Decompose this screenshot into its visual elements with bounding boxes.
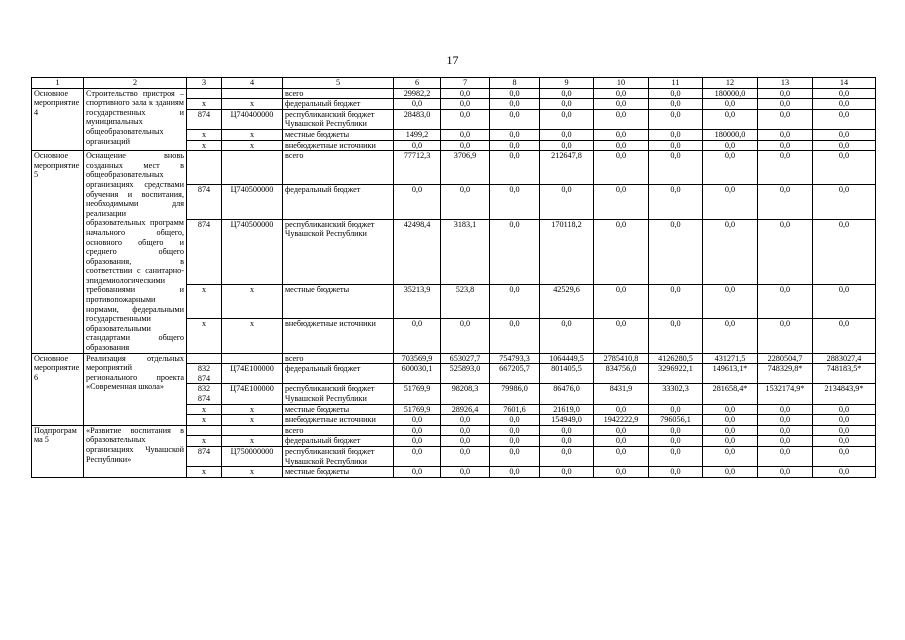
value-cell: 0,0 — [813, 467, 876, 478]
value-cell: 0,0 — [441, 99, 490, 110]
value-cell: 0,0 — [758, 151, 813, 185]
budget-classification-code: Ц750000000 — [222, 446, 283, 466]
table-row — [32, 425, 876, 436]
budget-classification-code: x — [222, 129, 283, 140]
header-cell: 12 — [703, 78, 758, 89]
table-row — [32, 88, 876, 99]
value-cell: 0,0 — [703, 319, 758, 353]
grbs-code: x — [187, 319, 222, 353]
header-cell: 11 — [649, 78, 703, 89]
value-cell: 3706,9 — [441, 151, 490, 185]
value-cell: 0,0 — [490, 319, 540, 353]
value-cell: 0,0 — [703, 425, 758, 436]
value-cell: 0,0 — [540, 425, 594, 436]
measure-name: Основное мероприятие 5 — [32, 151, 84, 353]
funding-source: федеральный бюджет — [283, 436, 394, 447]
value-cell: 98208,3 — [441, 384, 490, 404]
header-cell: 6 — [394, 78, 441, 89]
header-cell: 5 — [283, 78, 394, 89]
value-cell: 0,0 — [540, 446, 594, 466]
budget-classification-code — [222, 425, 283, 436]
value-cell: 0,0 — [703, 415, 758, 426]
value-cell: 0,0 — [649, 285, 703, 319]
value-cell: 21619,0 — [540, 404, 594, 415]
value-cell: 796056,1 — [649, 415, 703, 426]
funding-source: всего — [283, 88, 394, 99]
value-cell: 0,0 — [394, 319, 441, 353]
value-cell: 0,0 — [490, 88, 540, 99]
budget-classification-code: x — [222, 319, 283, 353]
grbs-code: x — [187, 140, 222, 151]
funding-source: местные бюджеты — [283, 285, 394, 319]
value-cell: 1532174,9* — [758, 384, 813, 404]
value-cell: 0,0 — [540, 109, 594, 129]
grbs-code: 874 — [187, 185, 222, 219]
measure-description: Реализация отдельных мероприятий регионального проекта «Современная школа» — [84, 353, 187, 425]
value-cell: 0,0 — [758, 436, 813, 447]
header-row — [32, 78, 876, 89]
value-cell: 0,0 — [813, 151, 876, 185]
value-cell: 0,0 — [649, 151, 703, 185]
value-cell: 0,0 — [594, 446, 649, 466]
value-cell: 51769,9 — [394, 384, 441, 404]
value-cell: 431271,5 — [703, 353, 758, 364]
measure-description: «Развитие воспитания в образовательных организациях Чувашской Республики» — [84, 425, 187, 477]
grbs-code: 874 — [187, 219, 222, 284]
value-cell: 0,0 — [758, 109, 813, 129]
value-cell: 0,0 — [594, 404, 649, 415]
table-body — [32, 78, 876, 478]
value-cell: 2134843,9* — [813, 384, 876, 404]
funding-source: местные бюджеты — [283, 129, 394, 140]
value-cell: 0,0 — [813, 99, 876, 110]
value-cell: 0,0 — [594, 129, 649, 140]
value-cell: 0,0 — [758, 415, 813, 426]
value-cell: 0,0 — [703, 285, 758, 319]
value-cell: 0,0 — [594, 109, 649, 129]
grbs-code: x — [187, 129, 222, 140]
funding-source: республиканский бюджет Чувашской Республики — [283, 219, 394, 284]
value-cell: 0,0 — [441, 129, 490, 140]
value-cell: 0,0 — [540, 319, 594, 353]
grbs-code — [187, 353, 222, 364]
value-cell: 523,8 — [441, 285, 490, 319]
budget-classification-code: x — [222, 404, 283, 415]
funding-source: всего — [283, 425, 394, 436]
value-cell: 180000,0 — [703, 88, 758, 99]
budget-classification-code: x — [222, 99, 283, 110]
value-cell: 0,0 — [758, 319, 813, 353]
funding-source: республиканский бюджет Чувашской Республики — [283, 384, 394, 404]
value-cell: 0,0 — [758, 446, 813, 466]
value-cell: 748329,8* — [758, 364, 813, 384]
budget-classification-code: Ц74Е100000 — [222, 384, 283, 404]
value-cell: 29982,2 — [394, 88, 441, 99]
funding-source: республиканский бюджет Чувашской Республики — [283, 109, 394, 129]
measure-description: Строительство пристроя – спортивного зала к зданиям государственных и муниципальных общеобразовательных организаций — [84, 88, 187, 151]
value-cell: 0,0 — [649, 109, 703, 129]
grbs-code: x — [187, 99, 222, 110]
header-cell: 14 — [813, 78, 876, 89]
value-cell: 0,0 — [813, 285, 876, 319]
budget-table — [31, 77, 876, 478]
value-cell: 0,0 — [490, 415, 540, 426]
value-cell: 2785410,8 — [594, 353, 649, 364]
value-cell: 0,0 — [813, 319, 876, 353]
value-cell: 703569,9 — [394, 353, 441, 364]
value-cell: 0,0 — [758, 404, 813, 415]
value-cell: 0,0 — [649, 88, 703, 99]
value-cell: 0,0 — [540, 88, 594, 99]
header-cell: 3 — [187, 78, 222, 89]
value-cell: 0,0 — [394, 185, 441, 219]
budget-classification-code — [222, 88, 283, 99]
grbs-code: x — [187, 285, 222, 319]
value-cell: 0,0 — [758, 99, 813, 110]
table-row — [32, 151, 876, 185]
budget-classification-code: x — [222, 436, 283, 447]
budget-classification-code: Ц740500000 — [222, 185, 283, 219]
value-cell: 0,0 — [703, 109, 758, 129]
value-cell: 0,0 — [490, 129, 540, 140]
value-cell: 180000,0 — [703, 129, 758, 140]
value-cell: 0,0 — [594, 185, 649, 219]
value-cell: 0,0 — [490, 219, 540, 284]
value-cell: 0,0 — [703, 151, 758, 185]
value-cell: 0,0 — [594, 151, 649, 185]
header-cell: 10 — [594, 78, 649, 89]
budget-classification-code: x — [222, 140, 283, 151]
value-cell: 0,0 — [649, 219, 703, 284]
value-cell: 0,0 — [703, 446, 758, 466]
value-cell: 0,0 — [490, 425, 540, 436]
value-cell: 0,0 — [703, 404, 758, 415]
value-cell: 0,0 — [441, 185, 490, 219]
value-cell: 0,0 — [813, 140, 876, 151]
value-cell: 0,0 — [594, 425, 649, 436]
grbs-code: x — [187, 415, 222, 426]
value-cell: 0,0 — [813, 109, 876, 129]
value-cell: 0,0 — [394, 99, 441, 110]
funding-source: внебюджетные источники — [283, 415, 394, 426]
value-cell: 0,0 — [540, 436, 594, 447]
funding-source: федеральный бюджет — [283, 364, 394, 384]
value-cell: 0,0 — [813, 404, 876, 415]
budget-classification-code: Ц74Е100000 — [222, 364, 283, 384]
value-cell: 51769,9 — [394, 404, 441, 415]
funding-source: республиканский бюджет Чувашской Республики — [283, 446, 394, 466]
value-cell: 0,0 — [594, 467, 649, 478]
value-cell: 0,0 — [441, 436, 490, 447]
value-cell: 0,0 — [594, 99, 649, 110]
value-cell: 0,0 — [649, 467, 703, 478]
value-cell: 2883027,4 — [813, 353, 876, 364]
value-cell: 149613,1* — [703, 364, 758, 384]
value-cell: 79986,0 — [490, 384, 540, 404]
value-cell: 0,0 — [490, 436, 540, 447]
value-cell: 0,0 — [813, 88, 876, 99]
grbs-code — [187, 88, 222, 99]
funding-source: внебюджетные источники — [283, 319, 394, 353]
grbs-code: 832 874 — [187, 384, 222, 404]
funding-source: всего — [283, 353, 394, 364]
measure-name: Основное мероприятие 4 — [32, 88, 84, 151]
value-cell: 1064449,5 — [540, 353, 594, 364]
value-cell: 0,0 — [649, 99, 703, 110]
value-cell: 28926,4 — [441, 404, 490, 415]
value-cell: 0,0 — [441, 109, 490, 129]
value-cell: 0,0 — [649, 129, 703, 140]
value-cell: 0,0 — [540, 129, 594, 140]
value-cell: 86476,0 — [540, 384, 594, 404]
value-cell: 35213,9 — [394, 285, 441, 319]
value-cell: 0,0 — [813, 415, 876, 426]
measure-description: Оснащение вновь созданных мест в общеобразовательных организациях средствами обучения и воспитания, необходимыми для реализации образовательных программ начального общего, основного общего и среднего общего образования, в соответствии с санитарно-эпидемиологическими требованиями и противопожарными нормами, федеральными государственными образовательными стандартами общего образования — [84, 151, 187, 353]
value-cell: 801405,5 — [540, 364, 594, 384]
value-cell: 0,0 — [540, 185, 594, 219]
value-cell: 0,0 — [758, 285, 813, 319]
value-cell: 0,0 — [490, 151, 540, 185]
value-cell: 0,0 — [441, 467, 490, 478]
value-cell: 600030,1 — [394, 364, 441, 384]
value-cell: 0,0 — [394, 415, 441, 426]
value-cell: 0,0 — [594, 219, 649, 284]
grbs-code: 832 874 — [187, 364, 222, 384]
value-cell: 42529,6 — [540, 285, 594, 319]
value-cell: 0,0 — [394, 467, 441, 478]
value-cell: 0,0 — [758, 219, 813, 284]
grbs-code: x — [187, 467, 222, 478]
header-cell: 13 — [758, 78, 813, 89]
value-cell: 1499,2 — [394, 129, 441, 140]
measure-name: Подпрограмма 5 — [32, 425, 84, 477]
funding-source: внебюджетные источники — [283, 140, 394, 151]
value-cell: 0,0 — [490, 446, 540, 466]
value-cell: 33302,3 — [649, 384, 703, 404]
value-cell: 0,0 — [594, 436, 649, 447]
value-cell: 0,0 — [758, 425, 813, 436]
table-row — [32, 353, 876, 364]
value-cell: 0,0 — [813, 425, 876, 436]
value-cell: 212647,8 — [540, 151, 594, 185]
value-cell: 28483,0 — [394, 109, 441, 129]
value-cell: 0,0 — [540, 140, 594, 151]
value-cell: 3183,1 — [441, 219, 490, 284]
budget-classification-code — [222, 353, 283, 364]
value-cell: 77712,3 — [394, 151, 441, 185]
value-cell: 0,0 — [394, 446, 441, 466]
header-cell: 9 — [540, 78, 594, 89]
funding-source: федеральный бюджет — [283, 185, 394, 219]
value-cell: 0,0 — [758, 140, 813, 151]
funding-source: местные бюджеты — [283, 404, 394, 415]
value-cell: 0,0 — [813, 446, 876, 466]
value-cell: 525893,0 — [441, 364, 490, 384]
value-cell: 0,0 — [703, 219, 758, 284]
value-cell: 0,0 — [441, 88, 490, 99]
grbs-code: x — [187, 436, 222, 447]
budget-classification-code: Ц740400000 — [222, 109, 283, 129]
value-cell: 170118,2 — [540, 219, 594, 284]
grbs-code: x — [187, 404, 222, 415]
value-cell: 0,0 — [649, 185, 703, 219]
measure-name: Основное мероприятие 6 — [32, 353, 84, 425]
grbs-code — [187, 425, 222, 436]
value-cell: 0,0 — [394, 436, 441, 447]
value-cell: 0,0 — [703, 140, 758, 151]
value-cell: 7601,6 — [490, 404, 540, 415]
value-cell: 0,0 — [649, 436, 703, 447]
value-cell: 0,0 — [540, 467, 594, 478]
value-cell: 0,0 — [540, 99, 594, 110]
value-cell: 0,0 — [649, 446, 703, 466]
value-cell: 0,0 — [441, 446, 490, 466]
value-cell: 4126280,5 — [649, 353, 703, 364]
grbs-code: 874 — [187, 109, 222, 129]
value-cell: 0,0 — [490, 109, 540, 129]
value-cell: 281658,4* — [703, 384, 758, 404]
value-cell: 3296922,1 — [649, 364, 703, 384]
value-cell: 0,0 — [758, 129, 813, 140]
value-cell: 0,0 — [649, 319, 703, 353]
budget-classification-code — [222, 151, 283, 185]
value-cell: 0,0 — [813, 129, 876, 140]
value-cell: 0,0 — [490, 99, 540, 110]
value-cell: 154949,0 — [540, 415, 594, 426]
value-cell: 0,0 — [758, 88, 813, 99]
value-cell: 0,0 — [594, 285, 649, 319]
value-cell: 0,0 — [703, 467, 758, 478]
value-cell: 1942222,9 — [594, 415, 649, 426]
budget-classification-code: x — [222, 415, 283, 426]
value-cell: 0,0 — [490, 285, 540, 319]
grbs-code: 874 — [187, 446, 222, 466]
value-cell: 0,0 — [441, 425, 490, 436]
value-cell: 0,0 — [594, 140, 649, 151]
value-cell: 667205,7 — [490, 364, 540, 384]
value-cell: 0,0 — [703, 185, 758, 219]
value-cell: 0,0 — [758, 467, 813, 478]
value-cell: 0,0 — [813, 185, 876, 219]
value-cell: 0,0 — [394, 140, 441, 151]
budget-classification-code: x — [222, 285, 283, 319]
value-cell: 0,0 — [490, 185, 540, 219]
funding-source: всего — [283, 151, 394, 185]
header-cell: 7 — [441, 78, 490, 89]
value-cell: 0,0 — [441, 319, 490, 353]
budget-classification-code: x — [222, 467, 283, 478]
value-cell: 0,0 — [649, 140, 703, 151]
header-cell: 8 — [490, 78, 540, 89]
value-cell: 0,0 — [703, 436, 758, 447]
page-number: 17 — [446, 53, 459, 67]
value-cell: 0,0 — [594, 319, 649, 353]
value-cell: 0,0 — [813, 219, 876, 284]
value-cell: 653027,7 — [441, 353, 490, 364]
value-cell: 0,0 — [594, 88, 649, 99]
header-cell: 1 — [32, 78, 84, 89]
value-cell: 834756,0 — [594, 364, 649, 384]
budget-classification-code: Ц740500000 — [222, 219, 283, 284]
value-cell: 0,0 — [758, 185, 813, 219]
value-cell: 0,0 — [649, 425, 703, 436]
value-cell: 0,0 — [649, 404, 703, 415]
value-cell: 748183,5* — [813, 364, 876, 384]
value-cell: 8431,9 — [594, 384, 649, 404]
funding-source: местные бюджеты — [283, 467, 394, 478]
header-cell: 4 — [222, 78, 283, 89]
value-cell: 2280504,7 — [758, 353, 813, 364]
value-cell: 0,0 — [813, 436, 876, 447]
value-cell: 0,0 — [490, 467, 540, 478]
funding-source: федеральный бюджет — [283, 99, 394, 110]
value-cell: 42498,4 — [394, 219, 441, 284]
value-cell: 0,0 — [703, 99, 758, 110]
value-cell: 0,0 — [441, 415, 490, 426]
value-cell: 0,0 — [490, 140, 540, 151]
header-cell: 2 — [84, 78, 187, 89]
value-cell: 754793,3 — [490, 353, 540, 364]
value-cell: 0,0 — [441, 140, 490, 151]
grbs-code — [187, 151, 222, 185]
value-cell: 0,0 — [394, 425, 441, 436]
